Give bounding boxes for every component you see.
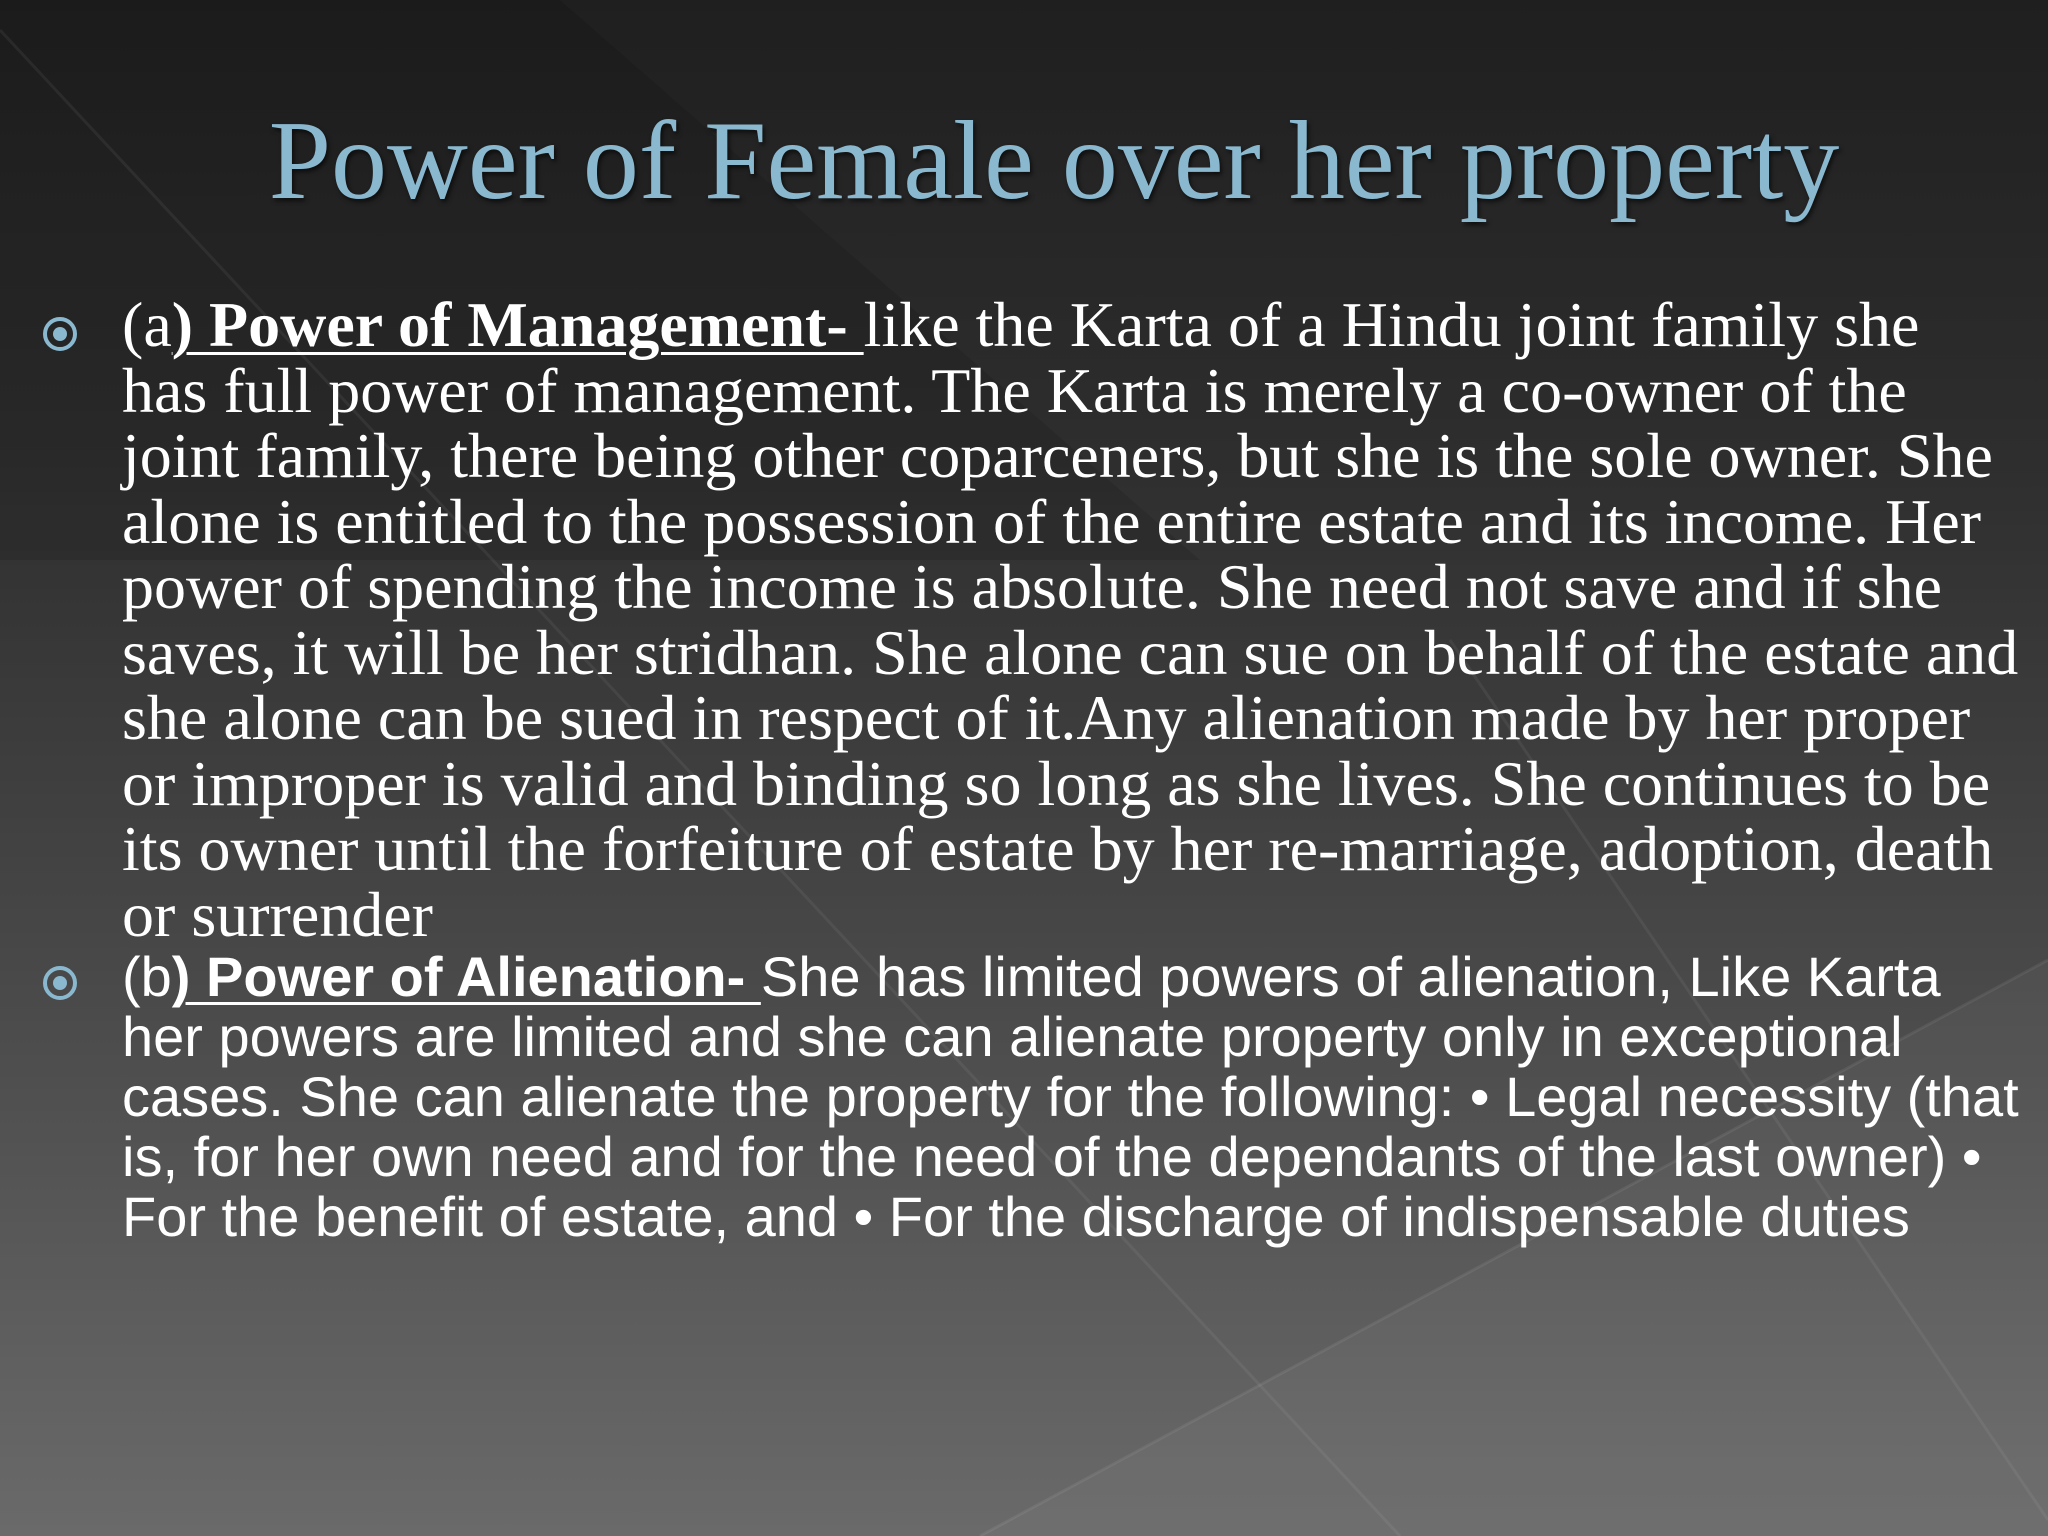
bullet-prefix: (a: [122, 289, 172, 360]
bullet-power-of-alienation: [0, 947, 2048, 1247]
bullet-prefix: (b: [122, 945, 172, 1008]
slide-title: Power of Female over her property: [268, 99, 1840, 223]
bullet-body: She has limited powers of alienation, Like Karta her powers are limited and she can alienate property only in exceptional cases. She can alienate the property for the following: • Legal necessity (that is, for her own need and for the need of the dependants of the last owner) • For the benefit of estate, and • For the discharge of indispensable duties: [122, 945, 2019, 1248]
circle-target-icon: [40, 314, 80, 354]
bullet-heading: ) Power of Management-: [171, 289, 864, 360]
bullet-power-of-management: [0, 289, 2048, 950]
bullet-heading: ) Power of Alienation-: [171, 945, 761, 1008]
bullet-body: like the Karta of a Hindu joint family she has full power of management. The Karta is merely a co-owner of the joint family, there being other coparceners, but she is the sole owner. She alone is entitled to the possession of the entire estate and its income. Her power of spending the income is absolute. She need not save and if she saves, it will be her stridhan. She alone can sue on behalf of the estate and she alone can be sued in respect of it.Any alienation made by her proper or improper is valid and binding so long as she lives. She continues to be its owner until the forfeiture of estate by her re-marriage, adoption, death or surrender: [122, 289, 2019, 950]
circle-target-icon: [40, 963, 80, 1003]
bullet-list: [0, 289, 2048, 1248]
